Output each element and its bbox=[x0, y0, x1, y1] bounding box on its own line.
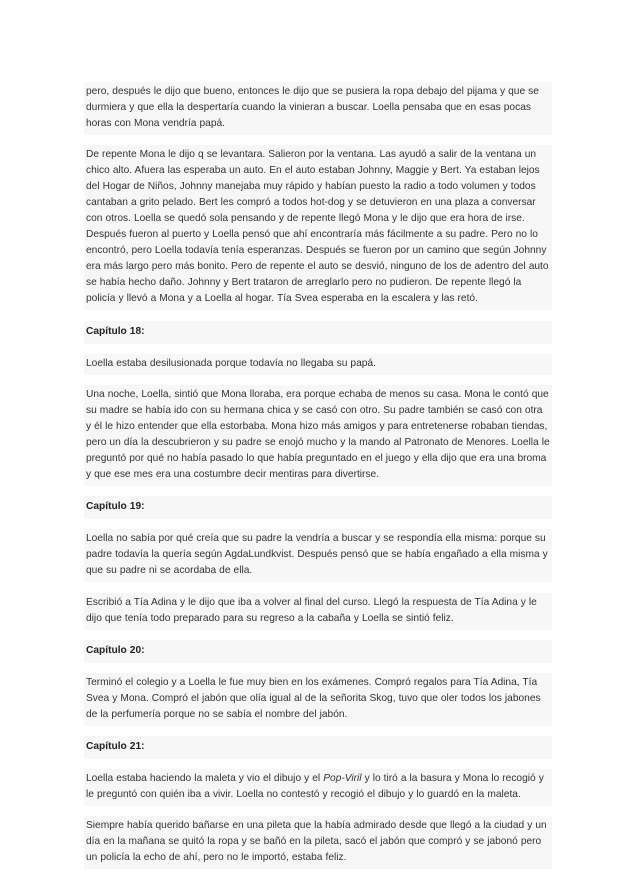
chapter-heading: Capítulo 21: bbox=[84, 736, 552, 759]
document-body bbox=[84, 72, 552, 872]
paragraph: Loella estaba desilusionada porque todavía no llegaba su papá. bbox=[84, 354, 552, 375]
italic-title: Pop-Viril bbox=[323, 773, 362, 785]
paragraph bbox=[84, 769, 552, 806]
paragraph: Una noche, Loella, sintió que Mona lloraba, era porque echaba de menos su casa. Mona le contó que su madre se había ido con su hermana chica y se casó con otro. Su padre también se casó con otra y él le hizo entender que ella estorbaba. Mona hizo más amigos y para entretenerse robaban tiendas, pero un día la descubrieron y su padre se enojó mucho y la mando al Patronato de Menores. Loella le preguntó por qué no había pasado lo que había preguntado en el juego y ella dijo que era una broma y que ese mes era una costumbre decir mentiras para divertirse. bbox=[84, 385, 552, 486]
paragraph: Loella no sabía por qué creía que su padre la vendría a buscar y se respondía ella misma: porque su padre todavía la quería según AgdaLundkvist. Después pensó que se había engañado a ella misma y que su padre ni se acordaba de ella. bbox=[84, 529, 552, 582]
chapter-heading: Capítulo 20: bbox=[84, 640, 552, 663]
chapter-heading: Capítulo 19: bbox=[84, 496, 552, 519]
paragraph-text-start: Loella estaba haciendo la maleta y vio el dibujo y el bbox=[86, 773, 324, 785]
chapter-heading: Capítulo 18: bbox=[84, 321, 552, 344]
paragraph: Siempre había querido bañarse en una pileta que la había admirado desde que llegó a la ciudad y un día en la mañana se quitó la ropa y se bañó en la pileta, sacó el jabón que compró y se jabonó pero un policía la echo de ahí, pero no le importó, estaba feliz. bbox=[84, 816, 552, 869]
paragraph: Escribió a Tía Adina y le dijo que iba a volver al final del curso. Llegó la respuesta de Tía Adina y le dijo que tenía todo preparado para su regreso a la cabaña y Loella se sintió feliz. bbox=[84, 593, 552, 630]
paragraph: pero, después le dijo que bueno, entonces le dijo que se pusiera la ropa debajo del pijama y que se durmiera y que ella la despertaría cuando la vinieran a buscar. Loella pensaba que en esas pocas horas con Mona vendría papá. bbox=[84, 82, 552, 135]
paragraph-text-end: y lo tiró a la basura y Mona lo recogió y le preguntó con quién iba a vivir. Loella no contestó y recogió el dibujo y lo guardó en la maleta. bbox=[86, 773, 544, 801]
paragraph: Terminó el colegio y a Loella le fue muy bien en los exámenes. Compró regalos para Tía Adina, Tía Svea y Mona. Compró el jabón que olía igual al de la señorita Skog, tuvo que oler todos los jabones de la perfumería porque no se sabía el nombre del jabón. bbox=[84, 673, 552, 726]
paragraph: De repente Mona le dijo q se levantara. Salieron por la ventana. Las ayudó a salir de la ventana un chico alto. Afuera las esperaba un auto. En el auto estaban Johnny, Maggie y Bert. Ya estaban lejos del Hogar de Niños, Johnny manejaba muy rápido y habían puesto la radio a todo volumen y todos cantaban a grito pelado. Bert les compró a todos hot-dog y se detuvieron en una plaza a conversar con otros. Loella se quedó sola pensando y de repente llegó Mona y le dijo que era hora de irse. Después fueron al puerto y Loella pensó que ahí encontraría más fácilmente a su padre. Pero no lo encontró, pero Loella todavía tenía esperanzas. Después se fueron por un camino que según Johnny era más largo pero más bonito. Pero de repente el auto se desvió, ninguno de los de adentro del auto se había hecho daño. Johnny y Bert trataron de arreglarlo pero no pudieron. De repente llegó la policía y llevó a Mona y a Loella al hogar. Tía Svea esperaba en la escalera y las retó. bbox=[84, 145, 552, 310]
